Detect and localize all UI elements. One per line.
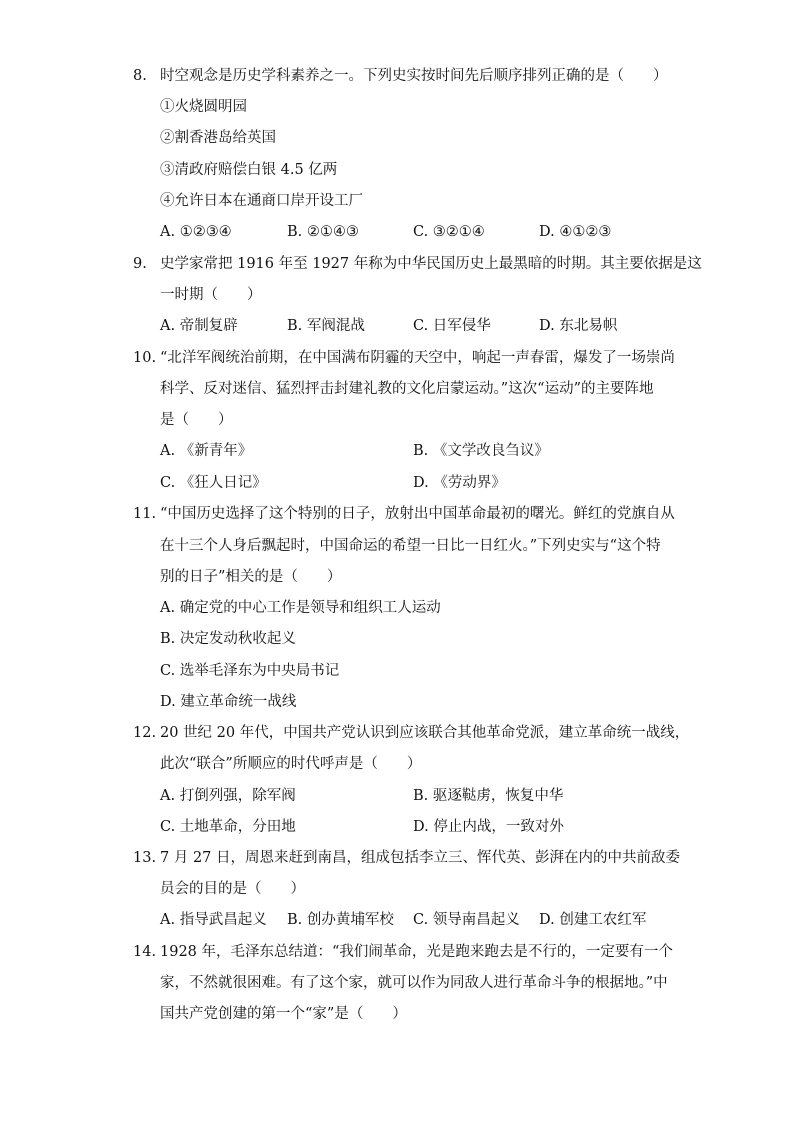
question-stem-line: 此次“联合”所顺应的时代呼声是（ ）: [160, 756, 422, 772]
question-number: 14.: [133, 944, 157, 960]
question-stem-line: 员会的目的是（ ）: [160, 881, 305, 897]
option-c: C. 《狂人日记》: [160, 475, 267, 491]
option-d: D. 创建工农红军: [539, 912, 647, 928]
question-stem-line: 家，不然就很困难。有了这个家，就可以作为同敌人进行革命斗争的根据地。”中: [160, 975, 668, 991]
option-d: D. ④①②③: [539, 224, 612, 240]
option-d: D. 《劳动界》: [413, 475, 506, 491]
option-a: A. 帝制复辟: [160, 318, 238, 334]
question-stem-line: 时空观念是历史学科素养之一。下列史实按时间先后顺序排列正确的是（ ）: [160, 68, 668, 84]
question-stem-line: 一时期（ ）: [160, 287, 262, 303]
option-a: A. 确定党的中心工作是领导和组织工人运动: [160, 600, 441, 616]
option-a: A. ①②③④: [160, 224, 232, 240]
question-number: 10.: [133, 350, 157, 366]
question-stem-line: 科学、反对迷信、猛烈抨击封建礼教的文化启蒙运动。”这次“运动”的主要阵地: [160, 381, 654, 397]
sequence-item: ③清政府赔偿白银 4.5 亿两: [160, 162, 338, 178]
question-number: 12.: [133, 725, 157, 741]
question-number: 11.: [133, 506, 157, 522]
option-d: D. 停止内战，一致对外: [413, 819, 564, 835]
option-b: B. 军阀混战: [287, 318, 365, 334]
question-number: 13.: [133, 850, 157, 866]
option-b: B. ②①④③: [287, 224, 359, 240]
option-b: B. 《文学改良刍议》: [413, 443, 549, 459]
option-a: A. 《新青年》: [160, 443, 253, 459]
question-number: 9.: [133, 256, 147, 272]
question-stem-line: 1928 年，毛泽东总结道：“我们闹革命，光是跑来跑去是不行的，一定要有一个: [160, 944, 673, 960]
question-stem-line: 史学家常把 1916 年至 1927 年称为中华民国历史上最黑暗的时期。其主要依据是这: [160, 256, 702, 272]
option-d: D. 东北易帜: [539, 318, 618, 334]
option-c: C. ③②①④: [413, 224, 485, 240]
option-a: A. 指导武昌起义: [160, 912, 267, 928]
question-stem-line: 20 世纪 20 年代，中国共产党认识到应该联合其他革命党派，建立革命统一战线，: [160, 725, 690, 741]
question-stem-line: “北洋军阀统治前期，在中国满布阴霾的天空中，响起一声春雷，爆发了一场崇尚: [160, 350, 675, 366]
option-c: C. 日军侵华: [413, 318, 491, 334]
question-stem-line: 是（ ）: [160, 412, 233, 428]
question-stem-line: 别的日子”相关的是（ ）: [160, 569, 342, 585]
sequence-item: ④允许日本在通商口岸开设工厂: [160, 193, 363, 209]
option-c: C. 选举毛泽东为中央局书记: [160, 663, 340, 679]
option-b: B. 创办黄埔军校: [287, 912, 394, 928]
option-b: B. 驱逐鞑虏，恢复中华: [413, 788, 564, 804]
question-stem-line: “中国历史选择了这个特别的日子，放射出中国革命最初的曙光。鲜红的党旗自从: [160, 506, 675, 522]
question-stem-line: 在十三个人身后飘起时，中国命运的希望一日比一日红火。”下列史实与“这个特: [160, 538, 661, 554]
sequence-item: ②割香港岛给英国: [160, 130, 276, 146]
sequence-item: ①火烧圆明园: [160, 99, 247, 115]
option-d: D. 建立革命统一战线: [160, 694, 297, 710]
question-stem-line: 国共产党创建的第一个“家”是（ ）: [160, 1006, 407, 1022]
question-number: 8.: [133, 68, 147, 84]
option-a: A. 打倒列强，除军阀: [160, 788, 296, 804]
option-b: B. 决定发动秋收起义: [160, 631, 296, 647]
question-stem-line: 7 月 27 日，周恩来赶到南昌，组成包括李立三、恽代英、彭湃在内的中共前敌委: [160, 850, 681, 866]
option-c: C. 土地革命，分田地: [160, 819, 296, 835]
option-c: C. 领导南昌起义: [413, 912, 520, 928]
